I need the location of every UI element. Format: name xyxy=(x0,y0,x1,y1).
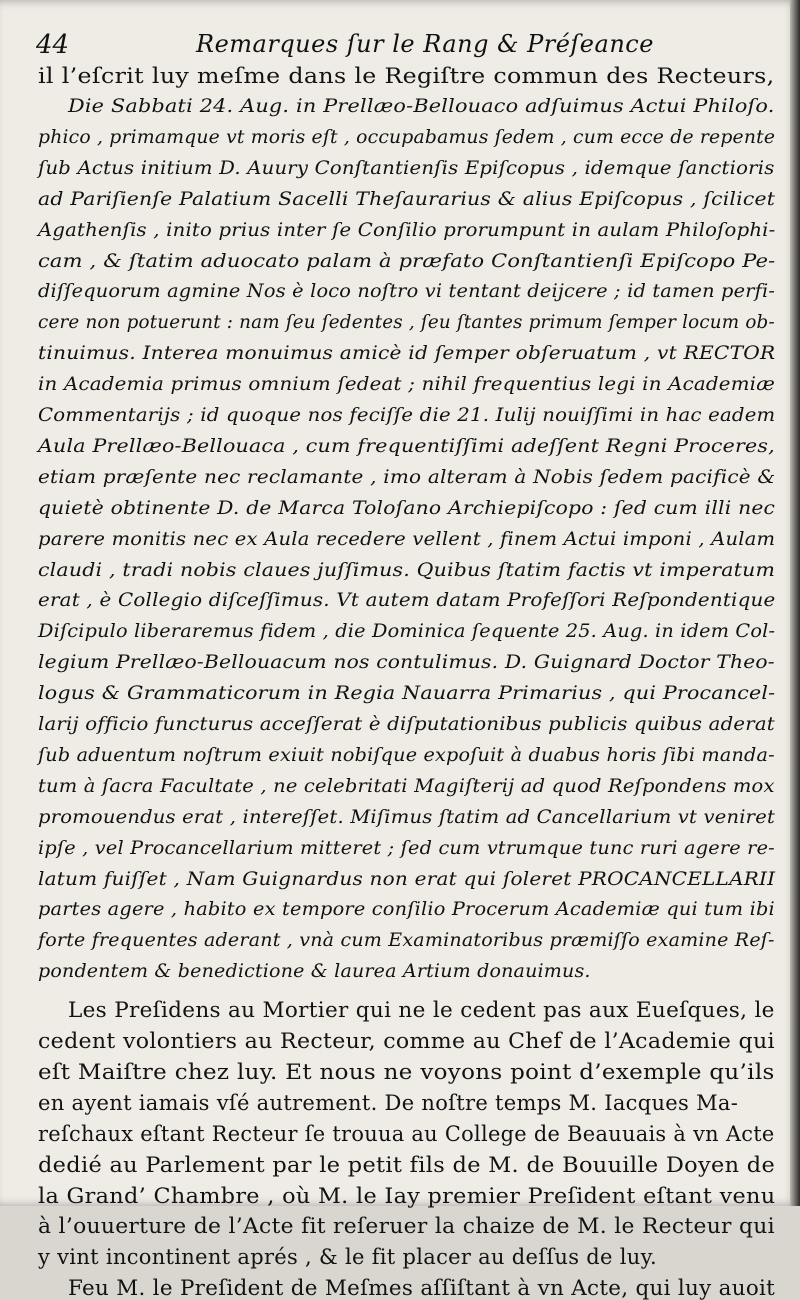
text-line: ſub aduentum noſtrum exiuit nobiſque expoſuit à duabus horis ſibi manda- xyxy=(38,743,775,766)
text-line: ad Pariſienſe Palatium Sacelli Theſaurarius & alius Epiſcopus , ſcilicet xyxy=(38,187,776,210)
text-line: etiam præſente nec reclamante , imo alteram à Nobis ſedem pacificè & xyxy=(38,465,776,488)
text-line: tinuimus. Interea monuimus amicè id ſemper obſeruatum , vt RECTOR xyxy=(38,342,776,365)
text-line: logus & Grammaticorum in Regia Nauarra Primarius , qui Procancel- xyxy=(38,682,776,705)
text-line: cedent volontiers au Recteur, comme au Chef de l’Academie qui xyxy=(38,1029,775,1053)
text-line: Agathenſis , inito prius inter ſe Conſilio prorumpunt in aulam Philoſophi- xyxy=(38,218,776,241)
text-line: il l’eſcrit luy meſme dans le Regiſtre commun des Recteurs, xyxy=(38,64,775,88)
text-line: la Grand’ Chambre , où M. le Iay premier Preſident eſtant venu xyxy=(38,1183,776,1208)
text-line: eſt Maiſtre chez luy. Et nous ne voyons point d’exemple qu’ils xyxy=(38,1059,775,1084)
text-line: claudi , tradi nobis claues juſſimus. Quibus ſtatim factis vt imperatum xyxy=(38,558,776,581)
text-line: Aula Prellæo-Bellouaca , cum frequentiſſimi adeſſent Regni Proceres, xyxy=(38,434,775,457)
text-line: forte frequentes aderant , vnà cum Examinatoribus præmiſſo examine Reſ- xyxy=(38,929,775,952)
page-header xyxy=(36,30,776,66)
page-number: 44 xyxy=(36,30,70,60)
text-line: ſub Actus initium D. Auury Conſtantienſis Epiſcopus , idemque ſanctioris xyxy=(38,156,775,179)
page-edge-shadow xyxy=(790,0,800,1206)
text-line: tum à ſacra Facultate , ne celebritati Magiſterij ad quod Reſpondens mox xyxy=(38,774,775,797)
text-line: ipſe , vel Procancellarium mitteret ; ſed cum vtrumque tunc ruri agere re- xyxy=(38,836,775,859)
text-line: partes agere , habito ex tempore conſilio Procerum Academiæ qui tum ibi xyxy=(38,898,775,921)
text-line: parere monitis nec ex Aula recedere vellent , finem Actui imponi , Aulam xyxy=(38,527,776,550)
text-line: latum fuiſſet , Nam Guignardus non erat qui ſoleret PROCANCELLARII xyxy=(38,867,776,890)
text-line: Diſcipulo liberaremus fidem , die Dominica ſequente 25. Aug. in idem Col- xyxy=(38,620,776,643)
text-line: larij officio functurus acceſſerat è diſputationibus publicis quibus aderat xyxy=(38,713,775,735)
text-line: à l’ouuerture de l’Acte fit reſeruer la chaize de M. le Recteur qui xyxy=(38,1214,775,1239)
text-line: legium Prellæo-Bellouacum nos contulimus. D. Guignard Doctor Theo- xyxy=(38,651,775,674)
text-line: dedié au Parlement par le petit fils de M. de Bouuille Doyen de xyxy=(38,1152,776,1177)
text-line: Commentarijs ; id quoque nos feciſſe die 21. Iulij nouiſſimi in hac eadem xyxy=(38,404,776,426)
text-line: cam , & ſtatim aduocato palam à præfato Conſtantienſi Epiſcopo Pe- xyxy=(38,249,776,272)
running-head: Remarques ſur le Rang & Préſeance xyxy=(196,30,654,58)
text-line: y vint incontinent aprés , & le fit placer au deſſus de luy. xyxy=(38,1245,657,1270)
text-line: phico , primamque vt moris eſt , occupabamus ſedem , cum ecce de repente xyxy=(38,125,776,148)
text-line: Les Preſidens au Mortier qui ne le cedent pas aux Eueſques, le xyxy=(68,998,775,1023)
text-line: in Academia primus omnium ſedeat ; nihil frequentius legi in Academiæ xyxy=(38,373,776,396)
text-line: reſchaux eſtant Recteur ſe trouua au College de Beauuais à vn Acte xyxy=(38,1121,775,1146)
text-line: erat , è Collegio diſceſſimus. Vt autem datam Profeſſori Reſpondentique xyxy=(38,589,776,612)
text-line: quietè obtinente D. de Marca Toloſano Archiepiſcopo : ſed cum illi nec xyxy=(38,496,776,519)
text-line: pondentem & benedictione & laurea Artium donauimus. xyxy=(38,960,591,983)
text-line: Feu M. le Preſident de Meſmes aſſiſtant à vn Acte, qui luy auoit xyxy=(68,1276,776,1300)
text-line: diſſequorum agmine Nos è loco noſtro vi tentant deijcere ; id tamen perfi- xyxy=(38,280,776,303)
text-line: cere non potuerunt : nam ſeu ſedentes , ſeu ſtantes primum ſemper locum ob- xyxy=(38,311,775,334)
text-line: en ayent iamais vſé autrement. De noſtre temps M. Iacques Ma- xyxy=(38,1090,739,1115)
text-line: Die Sabbati 24. Aug. in Prellæo-Bellouaco adſuimus Actui Philoſo. xyxy=(68,95,775,117)
text-line: promouendus erat , intereſſet. Miſimus ſtatim ad Cancellarium vt veniret xyxy=(38,805,775,828)
